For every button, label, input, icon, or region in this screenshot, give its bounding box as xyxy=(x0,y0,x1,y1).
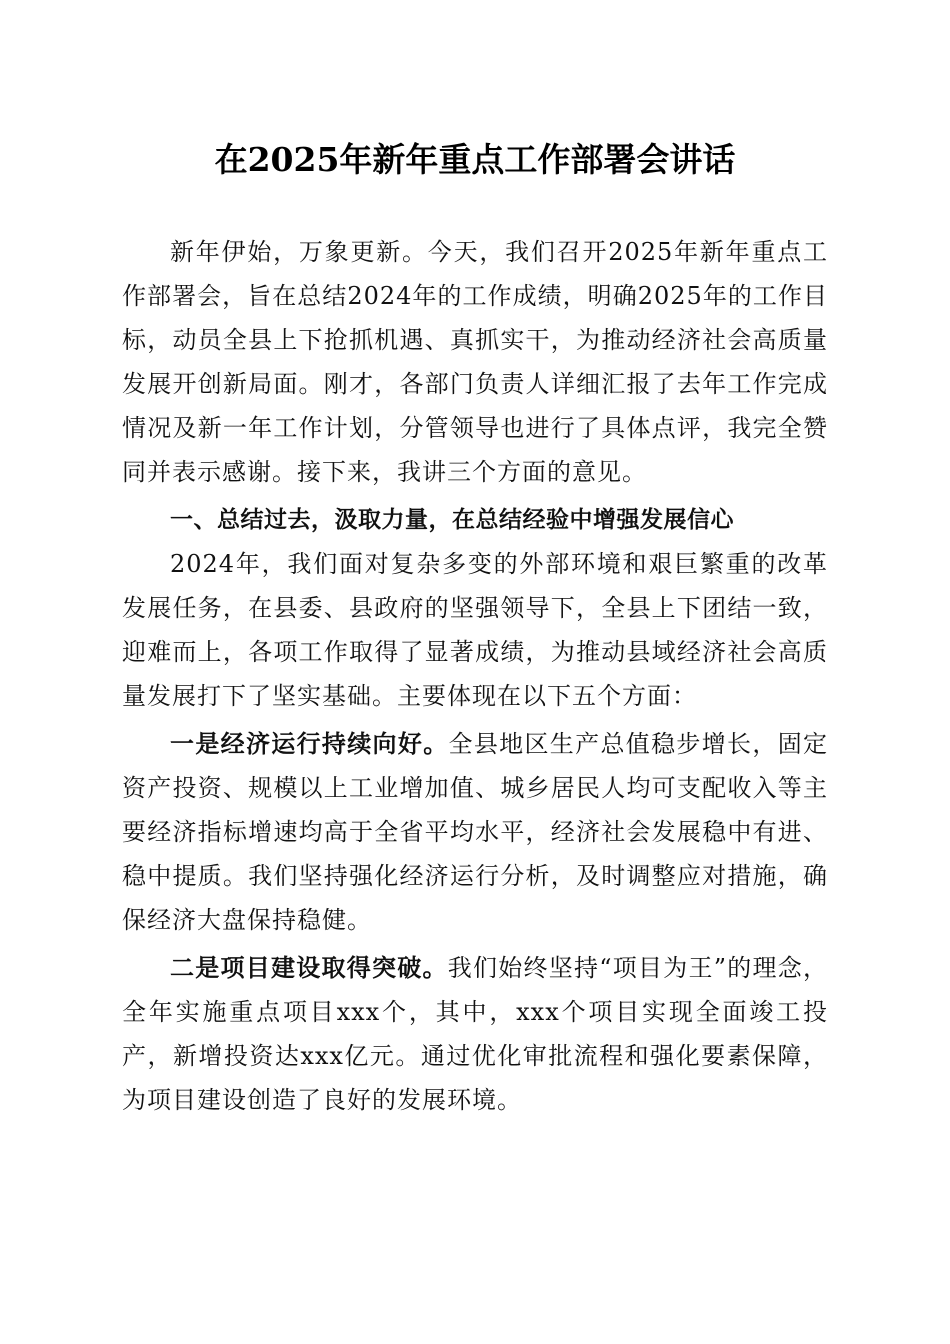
section-1-intro-paragraph: 2024年，我们面对复杂多变的外部环境和艰巨繁重的改革发展任务，在县委、县政府的坚强领导下，全县上下团结一致，迎难而上，各项工作取得了显著成绩，为推动县域经济社会高质量发展打下了坚实基础。主要体现在以下五个方面： xyxy=(122,550,828,710)
point-2-text: 我们始终坚持“项目为王”的理念，全年实施重点项目xxx个，其中，xxx个项目实现全面竣工投产，新增投资达xxx亿元。通过优化审批流程和强化要素保障，为项目建设创造了良好的发展环境。 xyxy=(122,954,828,1114)
section-heading-1: 一、总结过去，汲取力量，在总结经验中增强发展信心 xyxy=(170,507,734,533)
intro-paragraph: 新年伊始，万象更新。今天，我们召开2025年新年重点工作部署会，旨在总结2024年的工作成绩，明确2025年的工作目标，动员全县上下抢抓机遇、真抓实干，为推动经济社会高质量发展开创新局面。刚才，各部门负责人详细汇报了去年工作完成情况及新一年工作计划，分管领导也进行了具体点评，我完全赞同并表示感谢。接下来，我讲三个方面的意见。 xyxy=(122,238,828,486)
point-1-text: 全县地区生产总值稳步增长，固定资产投资、规模以上工业增加值、城乡居民人均可支配收入等主要经济指标增速均高于全省平均水平，经济社会发展稳中有进、稳中提质。我们坚持强化经济运行分析，及时调整应对措施，确保经济大盘保持稳健。 xyxy=(122,730,829,934)
point-2-paragraph xyxy=(122,946,828,1122)
point-1-lead: 一是经济运行持续向好。 xyxy=(170,729,449,758)
document-title: 在2025年新年重点工作部署会讲话 xyxy=(214,140,736,179)
point-2-lead: 二是项目建设取得突破。 xyxy=(170,953,448,982)
point-1-paragraph xyxy=(122,722,828,942)
document-body xyxy=(122,230,828,1122)
